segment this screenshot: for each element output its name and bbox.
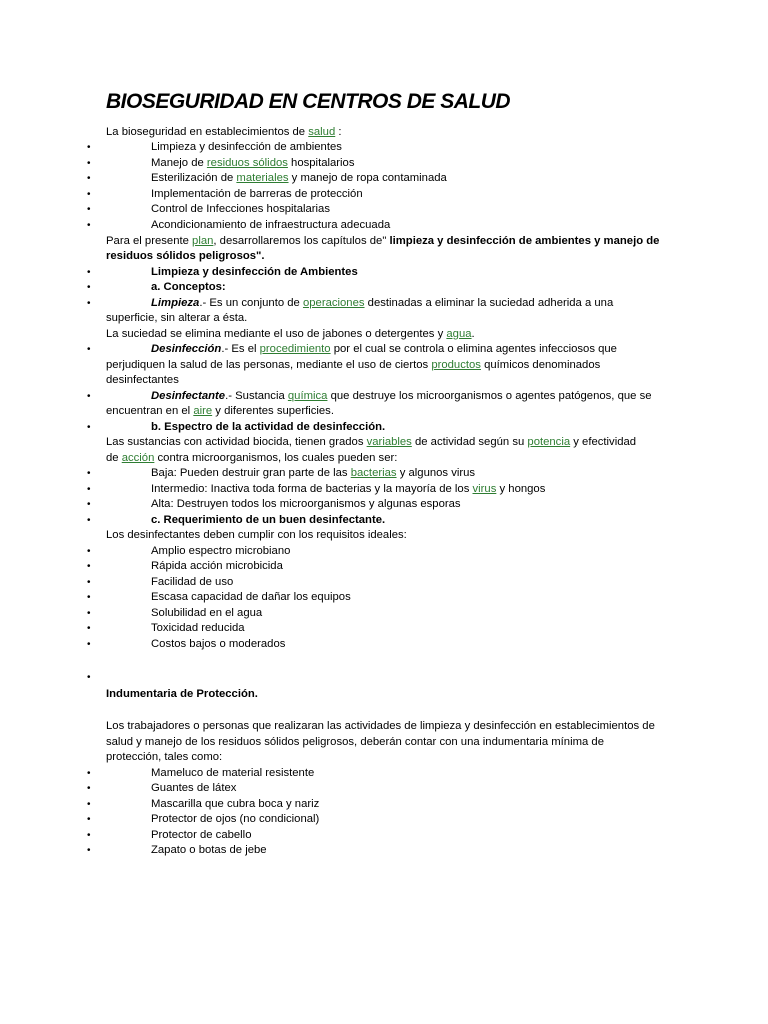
list-item-text: Intermedio: Inactiva toda forma de bacterias y la mayoría de los [151,483,473,495]
list-item: Implementación de barreras de protección [151,188,363,200]
definition-continuation: superficie, sin alterar a ésta. [106,312,248,324]
definition-limpieza [151,296,613,312]
list-item-text: Baja: Pueden destruir gran parte de las [151,467,351,479]
bullet: • [87,173,91,184]
bullet: • [87,189,91,200]
bullet: • [87,282,91,293]
bullet: • [87,499,91,510]
definition-continuation [106,327,666,343]
requisitos-intro: Los desinfectantes deben cumplir con los requisitos ideales: [106,529,407,541]
bullet: • [87,484,91,495]
bullet: • [87,546,91,557]
bullet: • [87,344,91,355]
definition-text: .- Es un conjunto de [199,297,303,309]
definition-text: destinadas a eliminar la suciedad adherida a una [364,297,614,309]
intro-line [106,125,666,141]
bullet: • [87,142,91,153]
link-plan[interactable]: plan [192,235,214,247]
bullet: • [87,298,91,309]
section-heading: Limpieza y desinfección de Ambientes [151,266,358,278]
bullet: • [87,577,91,588]
paragraph-text: de actividad según su [411,436,528,448]
link-bacterias[interactable]: bacterias [350,467,397,479]
bullet: • [87,267,91,278]
link-materiales[interactable]: materiales [236,172,289,184]
list-item [151,482,545,498]
link-productos[interactable]: productos [431,359,481,371]
paragraph-text: contra microorganismos, los cuales pueden ser: [154,452,398,464]
bullet: • [87,814,91,825]
link-salud[interactable]: salud [308,126,336,138]
bullet: • [87,391,91,402]
list-item: Rápida acción microbicida [151,560,283,572]
definition-continuation: desinfectantes [106,374,179,386]
list-item-text: Esterilización de [151,172,237,184]
list-item: Costos bajos o moderados [151,638,286,650]
subsection-heading: c. Requerimiento de un buen desinfectante. [151,514,386,526]
paragraph-line: protección, tales como: [106,751,223,763]
bullet: • [87,561,91,572]
bullet: • [87,515,91,526]
list-item: Toxicidad reducida [151,622,245,634]
bullet: • [87,592,91,603]
link-operaciones[interactable]: operaciones [302,297,365,309]
bullet: • [87,468,91,479]
subsection-heading: a. Conceptos: [151,281,226,293]
definition-continuation [106,358,666,374]
link-virus[interactable]: virus [472,483,497,495]
bullet: • [87,830,91,841]
definition-text: La suciedad se elimina mediante el uso de jabones o detergentes y [106,328,447,340]
link-aire[interactable]: aire [193,405,213,417]
definition-desinfectante [151,389,652,405]
bullet: • [87,799,91,810]
definition-text: químicos denominados [480,359,601,371]
plan-line-2: residuos sólidos peligrosos". [106,250,265,262]
plan-line-1 [106,234,666,250]
list-item: Protector de ojos (no condicional) [151,813,320,825]
list-item: Control de Infecciones hospitalarias [151,203,330,215]
list-item: Guantes de látex [151,782,237,794]
bullet: • [87,204,91,215]
link-residuos-solidos[interactable]: residuos sólidos [206,157,288,169]
list-item: Mascarilla que cubra boca y nariz [151,798,320,810]
list-item: Amplio espectro microbiano [151,545,291,557]
paragraph-line: salud y manejo de los residuos sólidos peligrosos, deberán contar con una indumentaria mínima de [106,736,604,748]
definition-text: encuentran en el [106,405,194,417]
intro-text-end: : [335,126,342,138]
definition-text: .- Sustancia [225,390,288,402]
list-item-text: y hongos [496,483,546,495]
term: Desinfección [151,343,222,355]
bullet: • [87,845,91,856]
list-item [151,156,354,172]
list-item: Alta: Destruyen todos los microorganismos y algunas esporas [151,498,461,510]
bullet: • [87,220,91,231]
term: Desinfectante [151,390,226,402]
bullet: • [87,768,91,779]
bullet: • [87,623,91,634]
link-variables[interactable]: variables [366,436,412,448]
definition-text: y diferentes superficies. [212,405,334,417]
bullet: • [87,672,91,683]
page-title: BIOSEGURIDAD EN CENTROS DE SALUD [106,90,511,113]
bullet: • [87,608,91,619]
list-item [151,171,447,187]
list-item-text: hospitalarios [287,157,355,169]
list-item-text: Manejo de [151,157,207,169]
list-item-text: y manejo de ropa contaminada [288,172,447,184]
plan-bold-text: limpieza y desinfección de ambientes y manejo de [389,235,660,247]
link-quimica[interactable]: química [287,390,328,402]
paragraph-line: Los trabajadores o personas que realizaran las actividades de limpieza y desinfección en establecimientos de [106,720,655,732]
link-potencia[interactable]: potencia [527,436,571,448]
list-item: Mameluco de material resistente [151,767,315,779]
list-item-text: y algunos virus [396,467,476,479]
indumentaria-heading: Indumentaria de Protección. [106,688,258,700]
bullet: • [87,783,91,794]
definition-desinfeccion [151,342,617,358]
list-item: Solubilidad en el agua [151,607,263,619]
list-item: Facilidad de uso [151,576,234,588]
list-item: Acondicionamiento de infraestructura adecuada [151,219,391,231]
link-procedimiento[interactable]: procedimiento [259,343,331,355]
list-item: Zapato o botas de jebe [151,844,267,856]
definition-continuation [106,404,666,420]
subsection-heading: b. Espectro de la actividad de desinfección. [151,421,386,433]
intro-text: La bioseguridad en establecimientos de [106,126,309,138]
definition-text: perjudiquen la salud de las personas, mediante el uso de ciertos [106,359,432,371]
definition-text: .- Es el [221,343,260,355]
list-item [151,466,475,482]
list-item: Protector de cabello [151,829,252,841]
list-item: Escasa capacidad de dañar los equipos [151,591,351,603]
paragraph-text: y efectividad [570,436,637,448]
bullet: • [87,422,91,433]
espectro-line-1 [106,435,666,451]
list-item: Limpieza y desinfección de ambientes [151,141,342,153]
plan-text: Para el presente [106,235,193,247]
definition-text: por el cual se controla o elimina agentes infecciosos que [330,343,617,355]
espectro-line-2 [106,451,666,467]
bullet: • [87,158,91,169]
plan-text: , desarrollaremos los capítulos de" [213,235,390,247]
term: Limpieza [151,297,200,309]
paragraph-text: Las sustancias con actividad biocida, tienen grados [106,436,367,448]
link-accion[interactable]: acción [121,452,155,464]
link-agua[interactable]: agua [446,328,472,340]
paragraph-text: de [106,452,122,464]
definition-text: . [471,328,475,340]
bullet: • [87,639,91,650]
definition-text: que destruye los microorganismos o agentes patógenos, que se [327,390,652,402]
